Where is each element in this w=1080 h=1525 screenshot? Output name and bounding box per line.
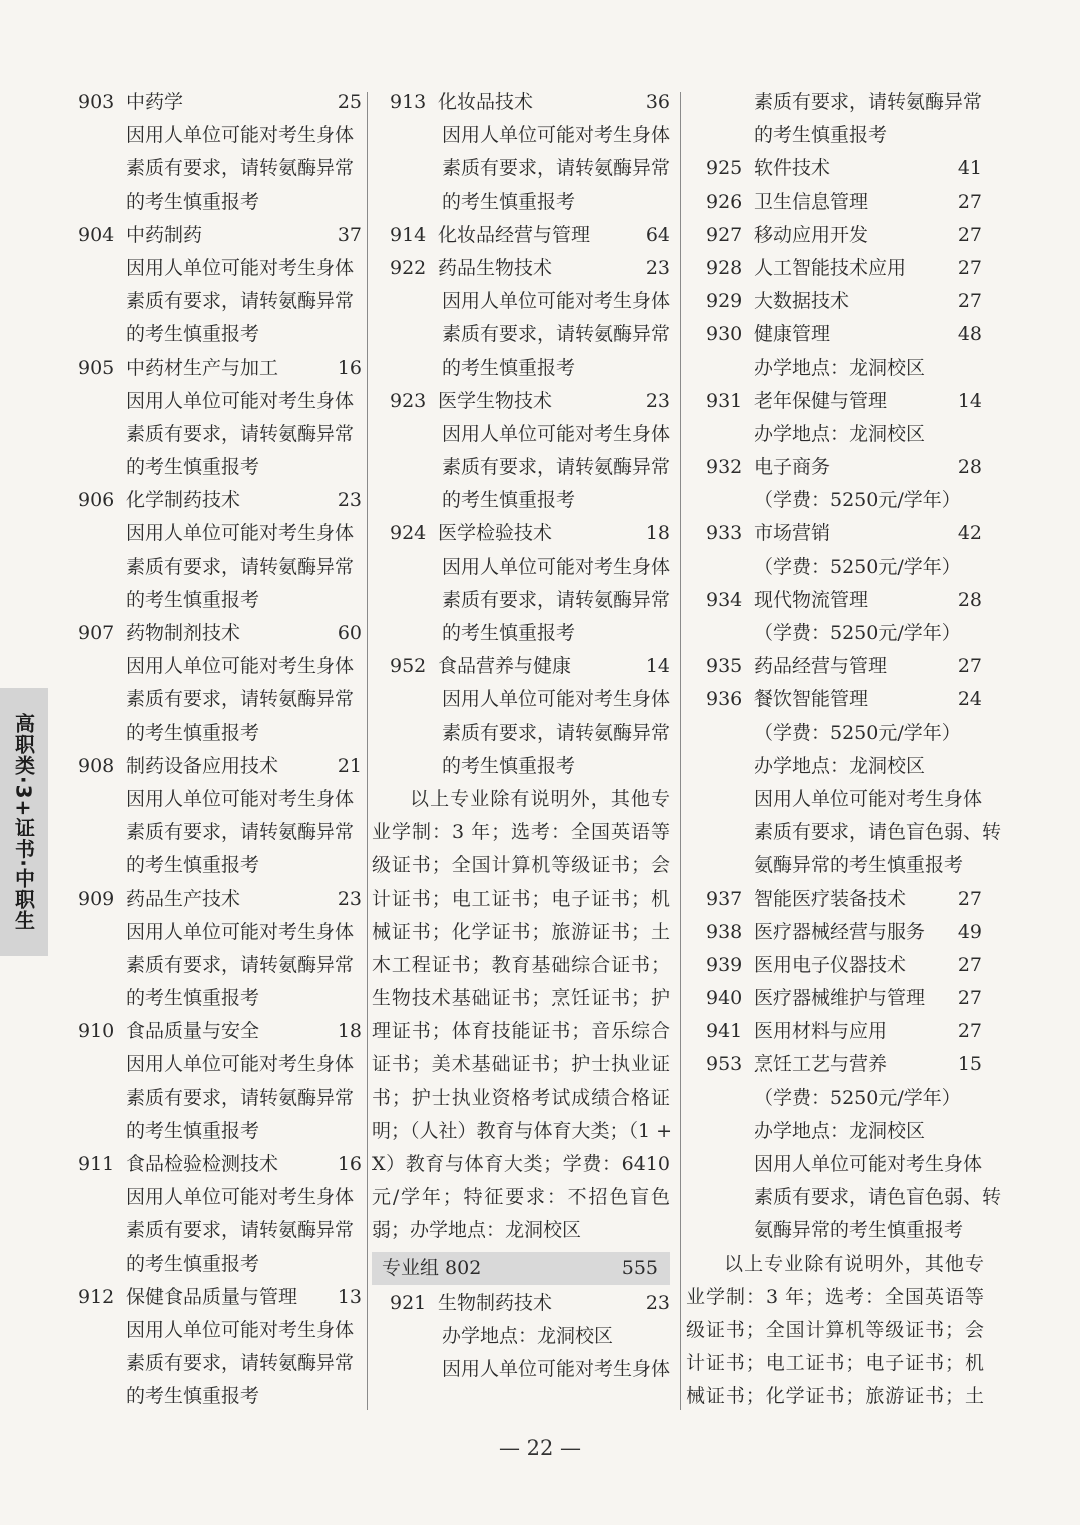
major-name: 健康管理 (754, 323, 831, 346)
major-note: 因用人单位可能对考生身体 (442, 555, 671, 578)
major-code: 931 (706, 389, 743, 412)
group-quota: 555 (621, 1256, 658, 1279)
major-note: 因用人单位可能对考生身体 (126, 1186, 355, 1209)
enrollment-quota: 18 (337, 1020, 362, 1043)
notes-paragraph-line: 业学制：3 年；选考：全国英语等 (686, 1285, 984, 1308)
notes-paragraph-line: 级证书；全国计算机等级证书；会 (372, 854, 670, 877)
major-note: 的考生慎重报考 (126, 1252, 260, 1275)
notes-paragraph-line: 书；护士执业资格考试成绩合格证 (372, 1086, 670, 1109)
major-note: 因用人单位可能对考生身体 (126, 787, 355, 810)
major-note: 素质有要求，请转氨酶异常 (442, 157, 671, 180)
enrollment-quota: 27 (957, 887, 982, 910)
notes-paragraph-line: 木工程证书；教育基础综合证书； (372, 953, 670, 976)
major-note: 办学地点：龙洞校区 (442, 1324, 614, 1347)
major-code: 924 (390, 522, 427, 545)
major-code: 941 (706, 1020, 743, 1043)
major-note: 的考生慎重报考 (442, 622, 576, 644)
major-row (78, 1281, 362, 1314)
major-note: 素质有要求，请转氨酶异常 (754, 91, 983, 113)
major-row (686, 883, 984, 916)
major-row (686, 650, 984, 683)
major-name: 医学检验技术 (438, 522, 553, 545)
major-name: 中药学 (126, 91, 184, 113)
major-code: 953 (706, 1053, 743, 1076)
major-note: 素质有要求，请色盲色弱、转 (754, 1186, 1002, 1209)
notes-paragraph-line: 业学制：3 年；选考：全国英语等 (372, 821, 670, 844)
major-name: 餐饮智能管理 (754, 688, 869, 711)
major-code: 934 (706, 588, 743, 611)
enrollment-quota: 27 (957, 953, 982, 976)
major-code: 936 (706, 688, 743, 711)
major-note: 素质有要求，请转氨酶异常 (126, 953, 355, 976)
major-name: 医用电子仪器技术 (754, 953, 907, 976)
major-row (78, 750, 362, 783)
major-row (686, 982, 984, 1015)
major-note: 的考生慎重报考 (126, 190, 260, 213)
major-code: 913 (390, 91, 427, 113)
major-note: 素质有要求，请转氨酶异常 (442, 588, 671, 611)
major-note: 素质有要求，请转氨酶异常 (126, 821, 355, 844)
major-note: 的考生慎重报考 (126, 987, 260, 1010)
major-row (78, 86, 362, 119)
major-note: 素质有要求，请转氨酶异常 (442, 721, 671, 744)
major-row (372, 1287, 670, 1320)
major-name: 食品营养与健康 (438, 655, 572, 678)
major-note: 的考生慎重报考 (126, 721, 260, 744)
major-note: （学费：5250元/学年） (754, 721, 961, 744)
major-code: 937 (706, 887, 743, 910)
notes-paragraph-line: 弱；办学地点：龙洞校区 (372, 1219, 582, 1242)
major-row (686, 916, 984, 949)
major-note: 办学地点：龙洞校区 (754, 356, 926, 379)
major-row (686, 1015, 984, 1048)
major-note: 的考生慎重报考 (126, 854, 260, 877)
major-row (686, 285, 984, 318)
group-header (372, 1252, 670, 1285)
major-name: 大数据技术 (754, 290, 850, 313)
major-note: （学费：5250元/学年） (754, 1086, 961, 1109)
major-name: 医疗器械维护与管理 (754, 987, 926, 1010)
major-name: 药物制剂技术 (126, 622, 241, 644)
enrollment-quota: 21 (337, 754, 362, 777)
enrollment-quota: 24 (957, 688, 982, 711)
major-code: 939 (706, 953, 743, 976)
enrollment-quota: 27 (957, 190, 982, 213)
enrollment-quota: 49 (957, 920, 982, 943)
major-note: 因用人单位可能对考生身体 (126, 655, 355, 678)
major-row (78, 352, 362, 385)
notes-paragraph-line: 明；（人社）教育与体育大类；（1 + (372, 1119, 673, 1142)
major-name: 食品质量与安全 (126, 1020, 260, 1043)
major-row (686, 318, 984, 351)
major-note: 素质有要求，请转氨酶异常 (126, 422, 355, 445)
major-code: 928 (706, 256, 743, 279)
column-left (78, 86, 362, 1414)
major-code: 906 (78, 489, 115, 512)
major-note: 的考生慎重报考 (442, 356, 576, 379)
enrollment-quota: 27 (957, 1020, 982, 1043)
major-name: 制药设备应用技术 (126, 754, 279, 777)
major-note: （学费：5250元/学年） (754, 489, 961, 512)
major-row (372, 86, 670, 119)
notes-paragraph-line: 元/学年；特征要求：不招色盲色 (372, 1186, 670, 1209)
major-name: 药品经营与管理 (754, 655, 888, 678)
major-name: 化学制药技术 (126, 489, 241, 512)
enrollment-quota: 27 (957, 290, 982, 313)
major-row (372, 252, 670, 285)
major-note: 素质有要求，请色盲色弱、转 (754, 821, 1002, 844)
major-row (686, 1048, 984, 1081)
column-right (686, 86, 1002, 1414)
major-code: 908 (78, 754, 115, 777)
major-note: 的考生慎重报考 (442, 489, 576, 512)
major-note: 因用人单位可能对考生身体 (442, 1358, 671, 1381)
major-row (372, 219, 670, 252)
major-note: 素质有要求，请转氨酶异常 (126, 290, 355, 313)
major-code: 927 (706, 223, 743, 246)
major-note: 的考生慎重报考 (126, 456, 260, 479)
major-note: 因用人单位可能对考生身体 (442, 124, 671, 147)
enrollment-quota: 23 (645, 389, 670, 412)
major-note: 素质有要求，请转氨酶异常 (126, 688, 355, 711)
major-row (686, 451, 984, 484)
major-note: 素质有要求，请转氨酶异常 (442, 323, 671, 346)
enrollment-quota: 28 (957, 588, 982, 611)
major-row (686, 252, 984, 285)
major-note: 素质有要求，请转氨酶异常 (442, 456, 671, 479)
major-code: 922 (390, 256, 427, 279)
major-note: 因用人单位可能对考生身体 (754, 787, 983, 810)
major-note: 素质有要求，请转氨酶异常 (126, 1219, 355, 1242)
major-code: 907 (78, 622, 115, 644)
major-note: 素质有要求，请转氨酶异常 (126, 1352, 355, 1375)
enrollment-quota: 23 (337, 489, 362, 512)
major-name: 保健食品质量与管理 (126, 1285, 298, 1308)
major-code: 932 (706, 456, 743, 479)
major-name: 人工智能技术应用 (754, 256, 907, 279)
major-name: 生物制药技术 (438, 1291, 553, 1314)
major-code: 912 (78, 1285, 115, 1308)
notes-paragraph-line: 生物技术基础证书；烹饪证书；护 (372, 987, 670, 1010)
enrollment-quota: 23 (645, 1291, 670, 1314)
notes-paragraph-line: 以上专业除有说明外，其他专 (410, 787, 670, 810)
major-row (686, 683, 984, 716)
side-tab-label: 高职类·3+证书·中职生 (11, 713, 36, 931)
major-note: 办学地点：龙洞校区 (754, 422, 926, 445)
major-name: 医疗器械经营与服务 (754, 920, 926, 943)
enrollment-quota: 14 (957, 389, 982, 412)
notes-paragraph-line: 计证书；电工证书；电子证书；机 (372, 887, 670, 910)
enrollment-quota: 41 (957, 157, 982, 180)
notes-paragraph-line: X）教育与体育大类；学费：6410 (372, 1153, 670, 1175)
major-row (686, 949, 984, 982)
major-name: 医用材料与应用 (754, 1020, 888, 1043)
major-name: 中药材生产与加工 (126, 356, 279, 379)
major-row (78, 617, 362, 650)
major-note: 的考生慎重报考 (126, 588, 260, 611)
enrollment-quota: 27 (957, 256, 982, 279)
major-name: 现代物流管理 (754, 588, 869, 611)
major-code: 940 (706, 987, 743, 1010)
major-row (686, 186, 984, 219)
major-row (686, 517, 984, 550)
enrollment-quota: 14 (645, 655, 670, 678)
major-name: 化妆品技术 (438, 91, 534, 113)
major-note: 素质有要求，请转氨酶异常 (126, 157, 355, 180)
enrollment-quota: 60 (337, 622, 362, 644)
major-name: 医学生物技术 (438, 389, 553, 412)
major-row (686, 219, 984, 252)
enrollment-quota: 27 (957, 223, 982, 246)
major-note: 因用人单位可能对考生身体 (126, 1318, 355, 1341)
major-row (686, 584, 984, 617)
major-note: 办学地点：龙洞校区 (754, 1119, 926, 1142)
major-row (372, 650, 670, 683)
major-note: 因用人单位可能对考生身体 (754, 1153, 983, 1175)
major-code: 911 (78, 1153, 115, 1175)
page-number: — 22 — (498, 1436, 582, 1460)
group-label: 专业组 802 (382, 1256, 482, 1279)
major-code: 903 (78, 91, 115, 113)
enrollment-quota: 18 (645, 522, 670, 545)
notes-paragraph-line: 级证书；全国计算机等级证书；会 (686, 1318, 984, 1341)
enrollment-quota: 25 (337, 91, 362, 113)
column-divider (367, 92, 368, 1410)
major-note: 的考生慎重报考 (442, 754, 576, 777)
notes-paragraph-line: 理证书；体育技能证书；音乐综合 (372, 1020, 670, 1043)
enrollment-quota: 15 (957, 1053, 982, 1076)
major-note: 素质有要求，请转氨酶异常 (126, 1086, 355, 1109)
major-row (78, 1148, 362, 1181)
major-name: 市场营销 (754, 522, 831, 545)
major-name: 卫生信息管理 (754, 190, 869, 213)
major-row (78, 484, 362, 517)
major-name: 老年保健与管理 (754, 389, 888, 412)
enrollment-quota: 23 (337, 887, 362, 910)
major-note: 因用人单位可能对考生身体 (126, 1053, 355, 1076)
major-name: 药品生物技术 (438, 256, 553, 279)
notes-paragraph-line: 械证书；化学证书；旅游证书；土 (372, 920, 670, 943)
major-code: 909 (78, 887, 115, 910)
major-name: 食品检验检测技术 (126, 1153, 279, 1175)
column-divider (680, 92, 681, 1410)
major-name: 烹饪工艺与营养 (754, 1053, 888, 1076)
major-row (78, 219, 362, 252)
enrollment-quota: 42 (957, 522, 982, 545)
enrollment-quota: 16 (337, 356, 362, 379)
major-note: 因用人单位可能对考生身体 (126, 389, 355, 412)
major-note: 因用人单位可能对考生身体 (442, 688, 671, 711)
major-note: 的考生慎重报考 (126, 323, 260, 346)
major-note: 办学地点：龙洞校区 (754, 754, 926, 777)
major-note: 氨酶异常的考生慎重报考 (754, 1219, 964, 1242)
major-row (372, 517, 670, 550)
major-note: 素质有要求，请转氨酶异常 (126, 555, 355, 578)
notes-paragraph-line: 械证书；化学证书；旅游证书；土 (686, 1385, 984, 1408)
major-code: 929 (706, 290, 743, 313)
major-code: 923 (390, 389, 427, 412)
enrollment-quota: 13 (337, 1285, 362, 1308)
enrollment-quota: 16 (337, 1153, 362, 1175)
major-code: 926 (706, 190, 743, 213)
major-code: 933 (706, 522, 743, 545)
major-note: （学费：5250元/学年） (754, 622, 961, 644)
enrollment-quota: 37 (337, 223, 362, 246)
major-note: 的考生慎重报考 (442, 190, 576, 213)
major-code: 952 (390, 655, 427, 678)
major-code: 921 (390, 1291, 427, 1314)
major-row (78, 1015, 362, 1048)
major-note: （学费：5250元/学年） (754, 555, 961, 578)
enrollment-quota: 27 (957, 655, 982, 678)
major-code: 925 (706, 157, 743, 180)
enrollment-quota: 64 (645, 223, 670, 246)
major-code: 914 (390, 223, 427, 246)
column-middle (372, 86, 673, 1386)
major-note: 因用人单位可能对考生身体 (126, 256, 355, 279)
major-note: 氨酶异常的考生慎重报考 (754, 854, 964, 877)
major-code: 905 (78, 356, 115, 379)
major-row (78, 883, 362, 916)
major-name: 软件技术 (754, 157, 831, 180)
major-note: 因用人单位可能对考生身体 (126, 522, 355, 545)
major-row (686, 385, 984, 418)
major-code: 938 (706, 920, 743, 943)
major-note: 因用人单位可能对考生身体 (126, 920, 355, 943)
major-name: 电子商务 (754, 456, 831, 479)
notes-paragraph-line: 证书；美术基础证书；护士执业证 (372, 1053, 670, 1076)
major-name: 中药制药 (126, 223, 203, 246)
enrollment-quota: 23 (645, 256, 670, 279)
major-name: 药品生产技术 (126, 887, 241, 910)
major-code: 910 (78, 1020, 115, 1043)
major-note: 因用人单位可能对考生身体 (442, 290, 671, 313)
major-note: 的考生慎重报考 (126, 1385, 260, 1408)
side-section-tab (0, 688, 48, 956)
notes-paragraph-line: 以上专业除有说明外，其他专 (724, 1252, 984, 1275)
major-code: 904 (78, 223, 115, 246)
enrollment-quota: 48 (957, 323, 982, 346)
enrollment-quota: 36 (645, 91, 670, 113)
major-name: 化妆品经营与管理 (438, 223, 591, 246)
major-code: 930 (706, 323, 743, 346)
major-row (686, 152, 984, 185)
enrollment-quota: 27 (957, 987, 982, 1010)
major-code: 935 (706, 655, 743, 678)
major-note: 的考生慎重报考 (754, 124, 888, 147)
major-name: 移动应用开发 (754, 223, 869, 246)
enrollment-quota: 28 (957, 456, 982, 479)
major-name: 智能医疗装备技术 (754, 887, 907, 910)
major-note: 因用人单位可能对考生身体 (442, 422, 671, 445)
major-note: 因用人单位可能对考生身体 (126, 124, 355, 147)
notes-paragraph-line: 计证书；电工证书；电子证书；机 (686, 1352, 984, 1375)
major-note: 的考生慎重报考 (126, 1119, 260, 1142)
major-row (372, 385, 670, 418)
